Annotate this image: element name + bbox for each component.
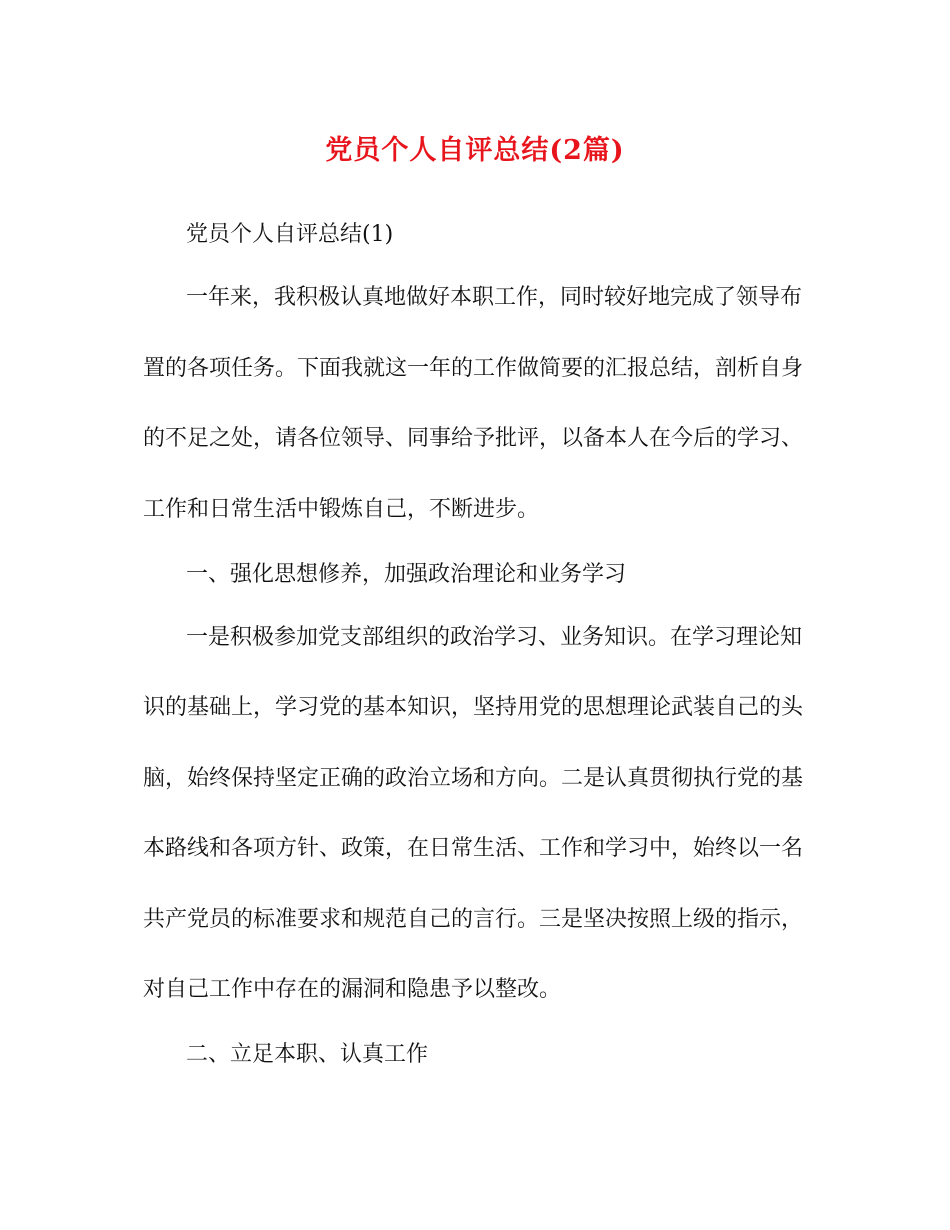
paragraph-line: 工作和日常生活中锻炼自己，不断进步。 [143,497,540,522]
document-title: 党员个人自评总结(2篇) [325,135,625,166]
paragraph-line: 的不足之处，请各位领导、同事给予批评，以备本人在今后的学习、 [143,426,804,451]
section-heading: 一、强化思想修养，加强政治理论和业务学习 [186,562,627,587]
paragraph-line: 一是积极参加党支部组织的政治学习、业务知识。在学习理论知 [186,625,803,650]
paragraph-line: 本路线和各项方针、政策，在日常生活、工作和学习中，始终以一名 [143,836,804,861]
paragraph-line: 识的基础上，学习党的基本知识，坚持用党的思想理论武装自己的头 [143,695,804,720]
paragraph-line: 脑，始终保持坚定正确的政治立场和方向。二是认真贯彻执行党的基 [143,766,804,791]
paragraph-line: 一年来，我积极认真地做好本职工作，同时较好地完成了领导布 [186,285,803,310]
paragraph-line: 对自己工作中存在的漏洞和隐患予以整改。 [143,977,562,1002]
paragraph-line: 共产党员的标准要求和规范自己的言行。三是坚决按照上级的指示， [143,907,804,932]
section-heading: 党员个人自评总结(1) [186,222,394,247]
paragraph-line: 置的各项任务。下面我就这一年的工作做简要的汇报总结，剖析自身 [143,356,804,381]
section-heading: 二、立足本职、认真工作 [186,1042,429,1067]
